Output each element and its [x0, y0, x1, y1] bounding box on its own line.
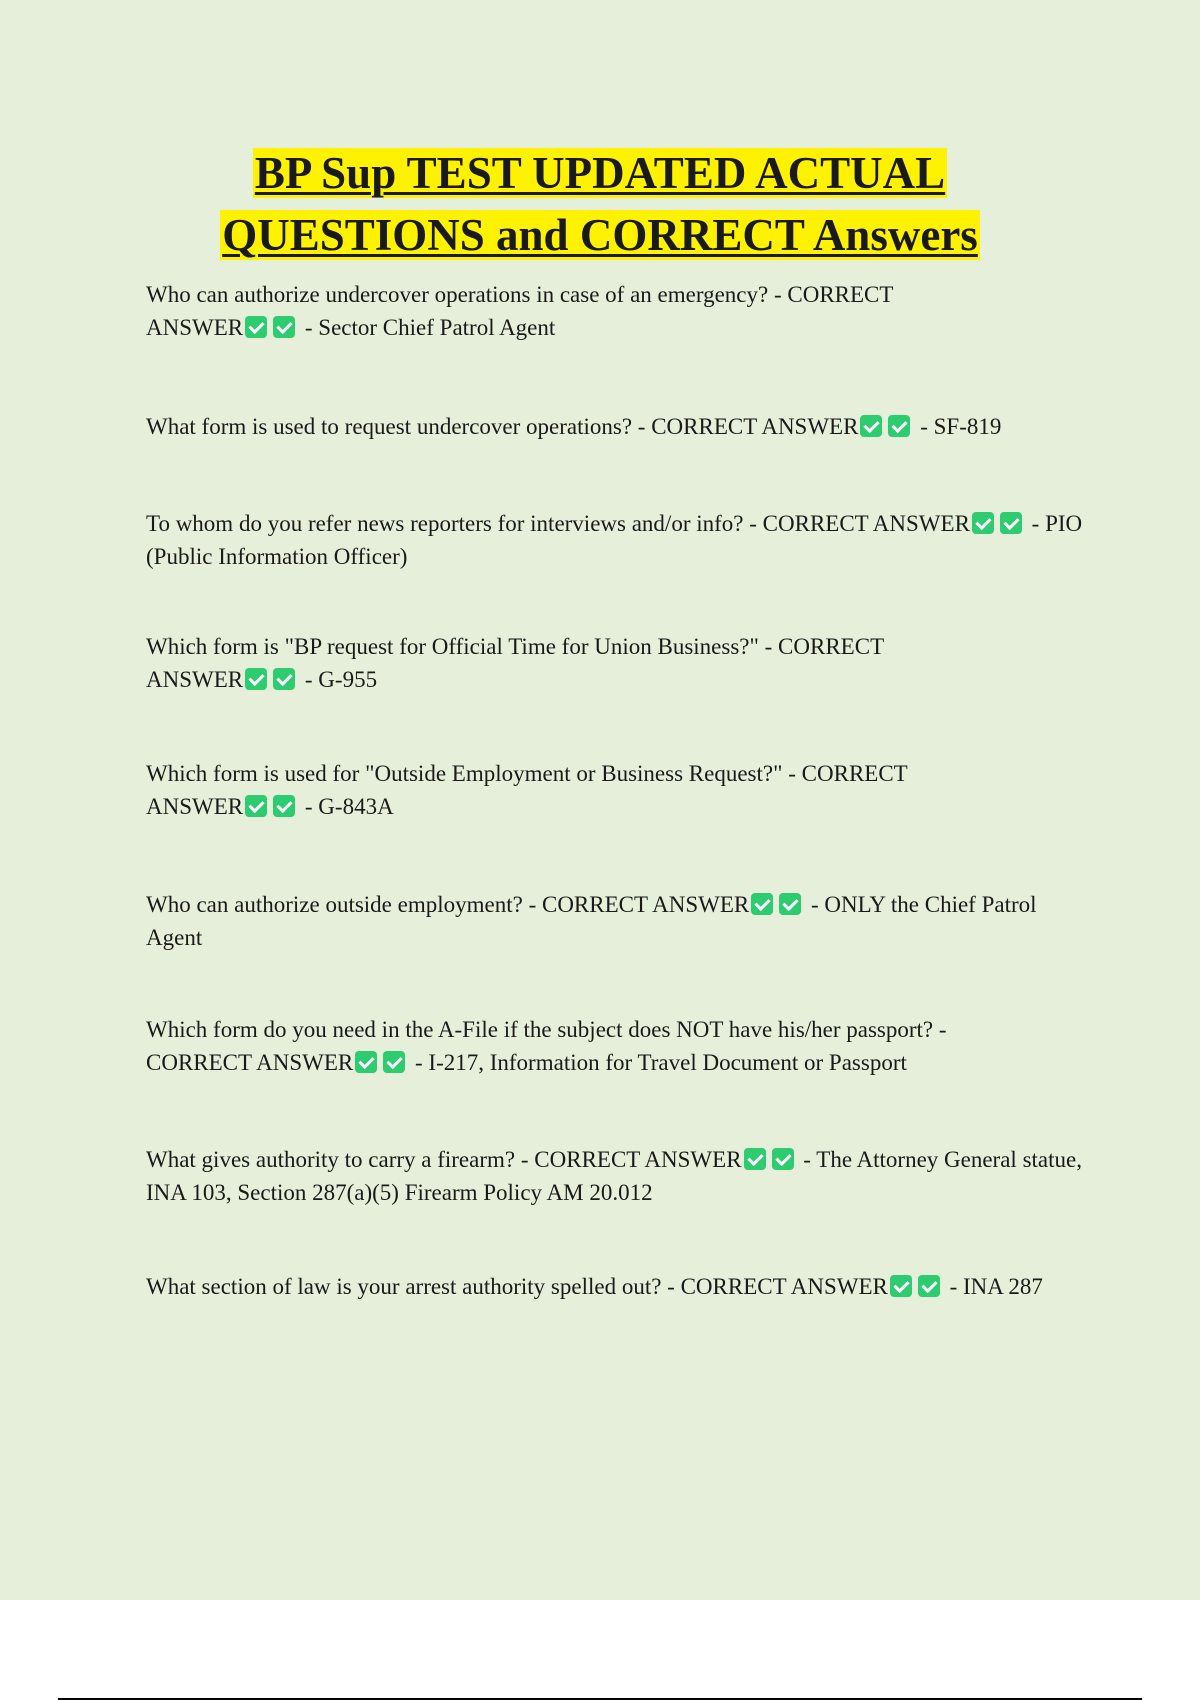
checkmark-icon: [245, 668, 267, 690]
checkmark-icon: [972, 512, 994, 534]
checkmark-icon: [1000, 512, 1022, 534]
checkmark-icon: [779, 893, 801, 915]
checkmark-icon: [744, 1148, 766, 1170]
qa-item-7: Which form do you need in the A-File if the subject does NOT have his/her passport? - CORRECT ANSWER - I-217, Information for Travel Document or Passport: [146, 1017, 947, 1075]
qa-item-6: Who can authorize outside employment? - CORRECT ANSWER - ONLY the Chief Patrol Agent: [146, 892, 1037, 950]
checkmark-icon: [888, 415, 910, 437]
qa-item-2: What form is used to request undercover operations? - CORRECT ANSWER - SF-819: [146, 414, 1002, 439]
qa-item-4: Which form is "BP request for Official Time for Union Business?" - CORRECT ANSWER - G-955: [146, 634, 884, 692]
document-title: [0, 142, 1200, 266]
qa-item-3: To whom do you refer news reporters for interviews and/or info? - CORRECT ANSWER - PIO (Public Information Officer): [146, 511, 1083, 569]
checkmark-icon: [890, 1275, 912, 1297]
qa-item-5: Which form is used for "Outside Employment or Business Request?" - CORRECT ANSWER - G-843A: [146, 761, 908, 819]
checkmark-icon: [860, 415, 882, 437]
qa-item-9: What section of law is your arrest authority spelled out? - CORRECT ANSWER - INA 287: [146, 1274, 1043, 1299]
qa-item-8: What gives authority to carry a firearm? - CORRECT ANSWER - The Attorney General statue, INA 103, Section 287(a)(5) Firearm Policy AM 20.012: [146, 1147, 1082, 1205]
title-line-1: BP Sup TEST UPDATED ACTUAL: [254, 148, 946, 198]
checkmark-icon: [918, 1275, 940, 1297]
checkmark-icon: [273, 316, 295, 338]
checkmark-icon: [751, 893, 773, 915]
checkmark-icon: [772, 1148, 794, 1170]
checkmark-icon: [273, 668, 295, 690]
checkmark-icon: [273, 795, 295, 817]
title-line-2: QUESTIONS and CORRECT Answers: [222, 210, 978, 260]
checkmark-icon: [383, 1051, 405, 1073]
checkmark-icon: [245, 795, 267, 817]
checkmark-icon: [355, 1051, 377, 1073]
qa-item-1: Who can authorize undercover operations in case of an emergency? - CORRECT ANSWER - Sector Chief Patrol Agent: [146, 282, 894, 340]
checkmark-icon: [245, 316, 267, 338]
